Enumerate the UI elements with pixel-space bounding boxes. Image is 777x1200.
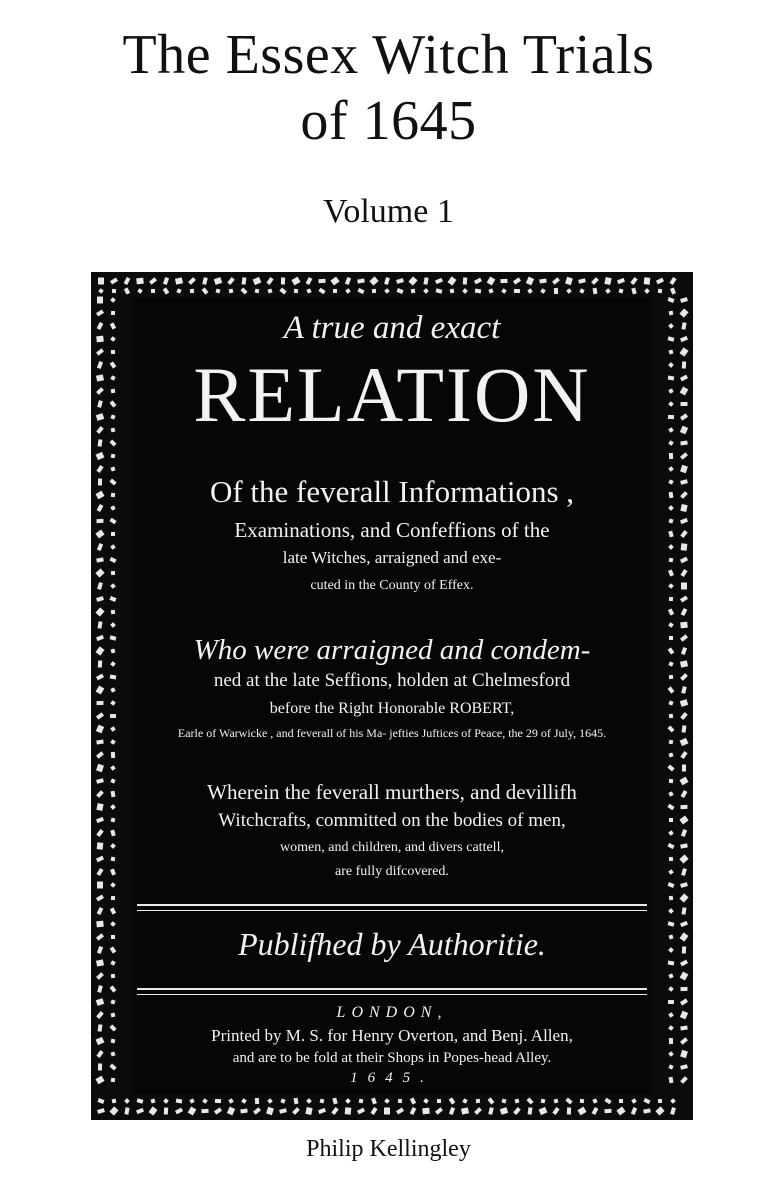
imprint-sale: and are to be fold at their Shops in Popes-head Alley. bbox=[232, 1050, 552, 1066]
imprint-year: 1645. bbox=[350, 1070, 434, 1086]
imprint-city: LONDON, bbox=[336, 1004, 448, 1021]
published-by-authoritie: Publifhed by Authoritie. bbox=[238, 926, 546, 962]
title-page-line-10: Earle of Warwicke , and feverall of his Ma- jefties Juftices of Peace, the 29 of July, 1645. bbox=[177, 726, 607, 740]
divider-rule bbox=[137, 904, 647, 906]
title-page-line-5: late Witches, arraigned and exe- bbox=[282, 548, 502, 567]
imprint-printer: Printed by M. S. for Henry Overton, and Benj. Allen, bbox=[211, 1026, 573, 1045]
title-page-plate bbox=[91, 272, 693, 1120]
divider-rule bbox=[137, 994, 647, 995]
divider-rule bbox=[137, 910, 647, 911]
divider-rule bbox=[137, 988, 647, 990]
title-page-line-11: Wherein the feverall murthers, and devillifh bbox=[207, 780, 577, 804]
title-page-line-14: are fully difcovered. bbox=[335, 864, 449, 879]
title-page-relation: RELATION bbox=[193, 351, 591, 438]
volume-label: Volume 1 bbox=[323, 193, 454, 230]
title-page-line-6: cuted in the County of Effex. bbox=[310, 578, 474, 593]
cover-title-line-1: The Essex Witch Trials bbox=[122, 24, 655, 86]
title-page-line-13: women, and children, and divers cattell, bbox=[280, 840, 504, 855]
title-page-line-9: before the Right Honorable ROBERT, bbox=[269, 700, 515, 717]
title-page-line-4: Examinations, and Confeffions of the bbox=[234, 518, 550, 542]
title-page-line-12: Witchcrafts, committed on the bodies of men, bbox=[218, 810, 566, 831]
cover-title-line-2: of 1645 bbox=[300, 90, 477, 152]
author-name: Philip Kellingley bbox=[306, 1136, 471, 1162]
cover-title bbox=[0, 22, 777, 154]
title-page-line-7: Who were arraigned and condem- bbox=[193, 634, 591, 666]
title-page-line-8: ned at the late Seffions, holden at Chelmesford bbox=[213, 670, 571, 691]
title-page-line-1: A true and exact bbox=[283, 310, 501, 346]
title-page-line-3: Of the feverall Informations , bbox=[209, 474, 575, 509]
title-page-inner bbox=[131, 298, 653, 1094]
